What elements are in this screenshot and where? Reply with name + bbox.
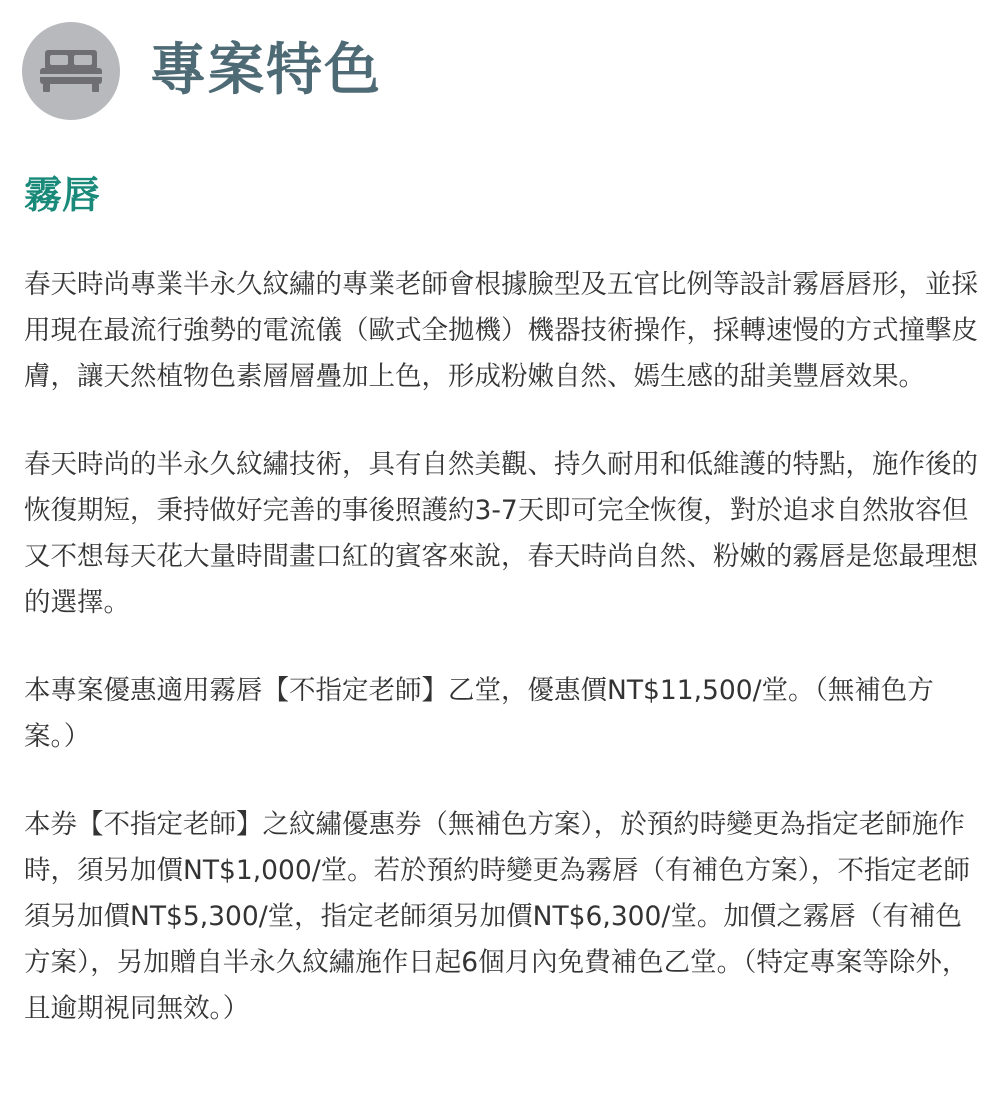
terms-paragraph: 本券【不指定老師】之紋繡優惠券（無補色方案），於預約時變更為指定老師施作時，須另加價NT$1,000/堂。若於預約時變更為霧唇（有補色方案），不指定老師須另加價NT$5,300/堂，指定老師須另加價NT$6,300/堂。加價之霧唇（有補色方案），另加贈自半永久紋繡施作日起6個月內免費補色乙堂。（特定專案等除外，且逾期視同無效。） xyxy=(24,809,970,1024)
description-paragraph-1: 春天時尚專業半永久紋繡的專業老師會根據臉型及五官比例等設計霧唇唇形，並採用現在最流行強勢的電流儀（歐式全拋機）機器技術操作，採轉速慢的方式撞擊皮膚，讓天然植物色素層層疊加上色，形成粉嫩自然、嫣生感的甜美豐唇效果。 xyxy=(24,269,978,392)
page-title: 專案特色 xyxy=(150,38,382,103)
description-body xyxy=(24,262,982,1074)
section-title: 霧唇 xyxy=(24,173,101,217)
description-paragraph-2: 春天時尚的半永久紋繡技術，具有自然美觀、持久耐用和低維護的特點，施作後的恢復期短，秉持做好完善的事後照護約3-7天即可完全恢復，對於追求自然妝容但又不想每天花大量時間畫口紅的賓客來說，春天時尚自然、粉嫩的霧唇是您最理想的選擇。 xyxy=(24,449,978,618)
bed-icon xyxy=(38,48,104,94)
pricing-paragraph: 本專案優惠適用霧唇【不指定老師】乙堂，優惠價NT$11,500/堂。（無補色方案。） xyxy=(24,675,934,752)
bed-icon-badge xyxy=(22,22,120,120)
section-header xyxy=(22,22,382,120)
